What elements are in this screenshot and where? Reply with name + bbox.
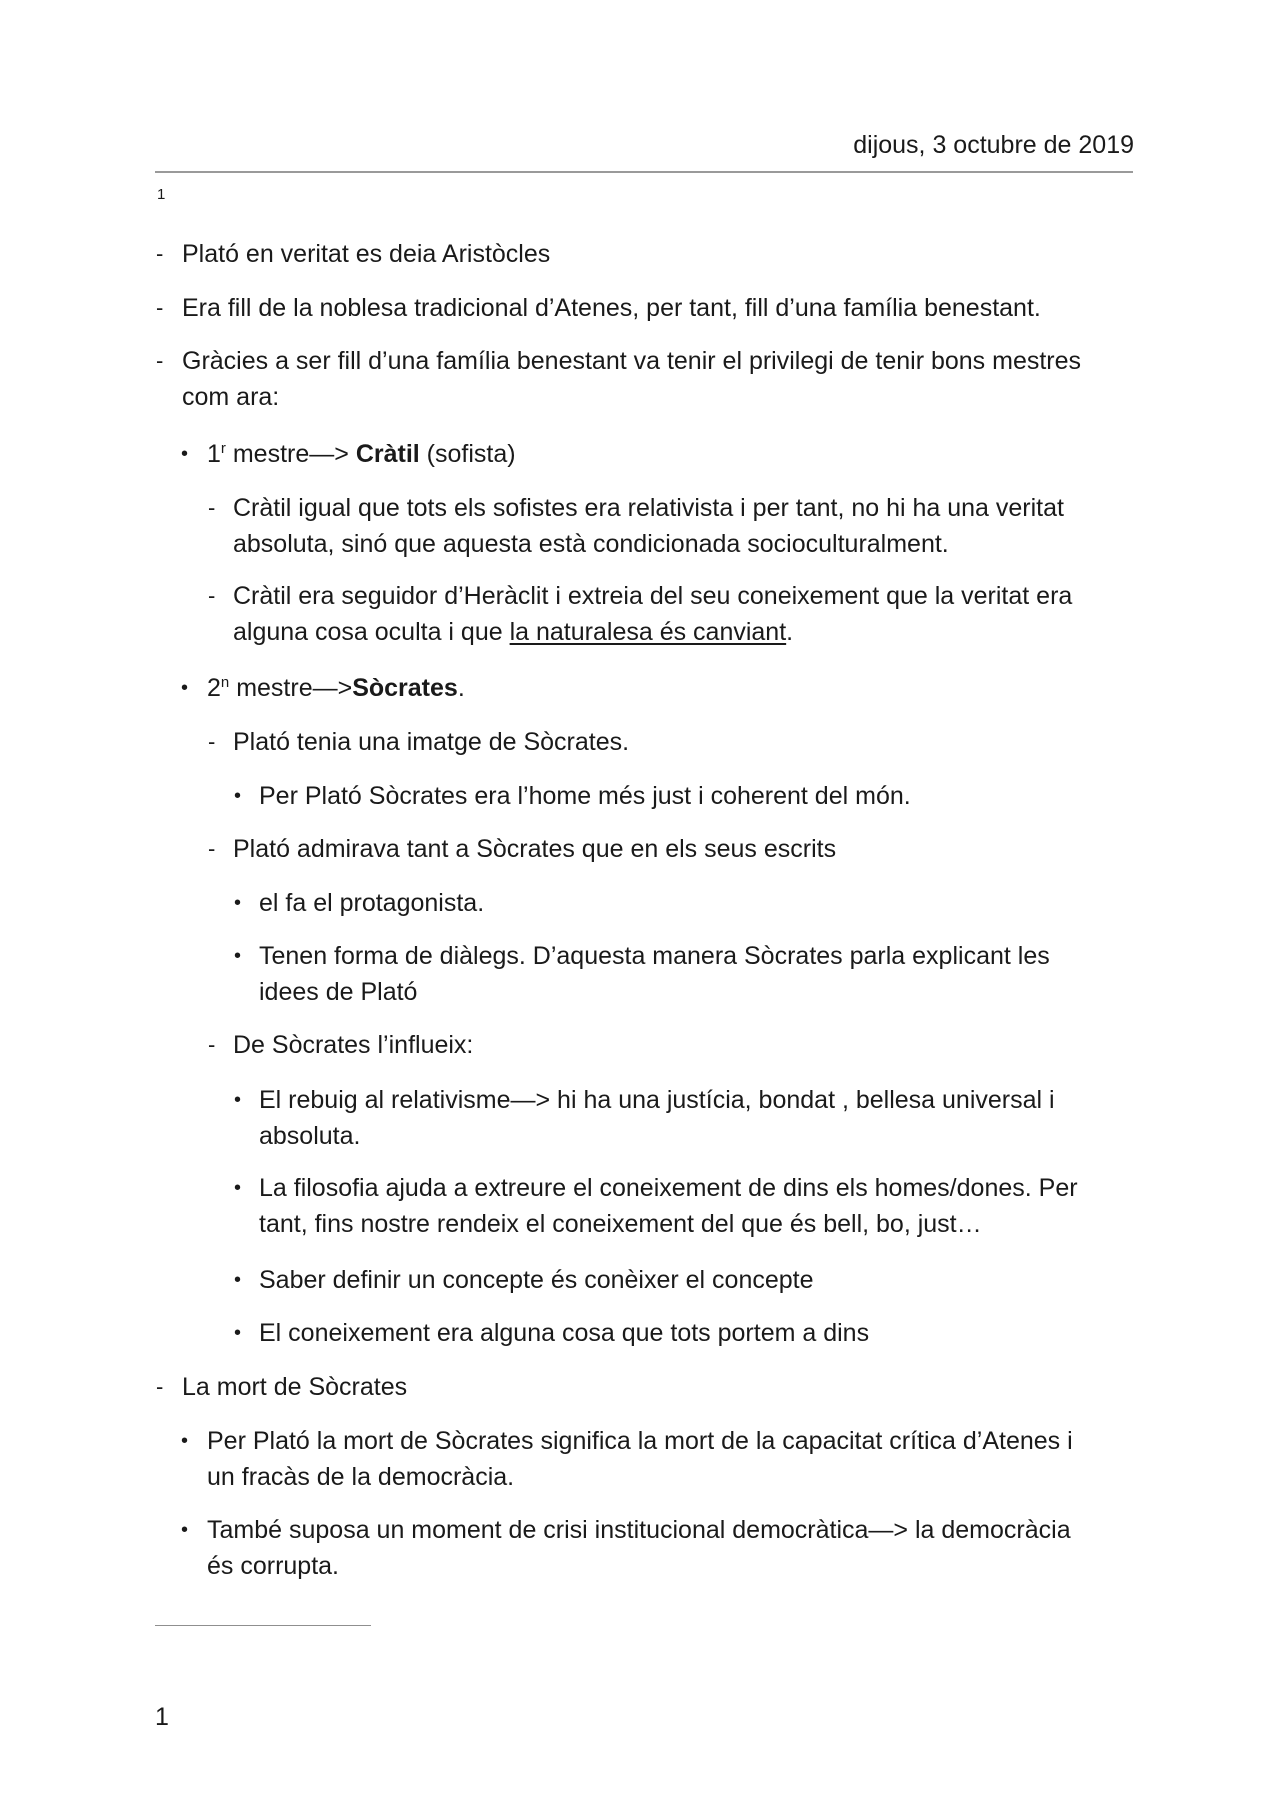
dash-marker: - xyxy=(208,583,216,608)
list-item: 1$^r$ mestre—> Cràtil (sofista) xyxy=(207,440,516,468)
list-item: Per Plató Sòcrates era l’home més just i coherent del món. xyxy=(259,782,911,810)
bullet-marker: • xyxy=(234,1269,242,1291)
page-number: 1 xyxy=(155,1703,169,1731)
dash-marker: - xyxy=(208,836,216,861)
bullet-marker: • xyxy=(234,1322,242,1344)
list-item: El rebuig al relativisme—> hi ha una justícia, bondat , bellesa universal i absoluta. xyxy=(259,1086,1055,1150)
dash-marker: - xyxy=(156,241,164,266)
header-divider xyxy=(155,171,1133,173)
dash-marker: - xyxy=(208,729,216,754)
list-item: Saber definir un concepte és conèixer el concepte xyxy=(259,1266,814,1294)
list-item: 2$^n$ mestre—>Sòcrates. xyxy=(207,674,465,702)
bullet-marker: • xyxy=(181,1519,189,1541)
bullet-marker: • xyxy=(181,677,189,699)
list-item: el fa el protagonista. xyxy=(259,889,485,917)
dash-marker: - xyxy=(208,495,216,520)
dash-marker: - xyxy=(156,295,164,320)
header-date: dijous, 3 octubre de 2019 xyxy=(853,131,1134,159)
dash-marker: - xyxy=(156,348,164,373)
bullet-marker: • xyxy=(234,1089,242,1111)
teacher-name: Sòcrates xyxy=(352,674,458,702)
list-item: Plató admirava tant a Sòcrates que en els seus escrits xyxy=(233,835,837,863)
list-item: També suposa un moment de crisi institucional democràtica—> la democràcia és corrupta. xyxy=(207,1516,1071,1580)
teacher-name: Cràtil xyxy=(355,440,420,468)
list-item: Plató en veritat es deia Aristòcles xyxy=(182,240,551,268)
dash-marker: - xyxy=(156,1374,164,1399)
underlined-phrase: la naturalesa és canviant xyxy=(509,618,787,646)
bullet-marker: • xyxy=(234,892,242,914)
list-item: La filosofia ajuda a extreure el coneixement de dins els homes/dones. Per tant, fins nostre rendeix el coneixement del que és bell, bo, just… xyxy=(259,1174,1078,1238)
footnote-reference: 1 xyxy=(157,186,166,203)
bullet-marker: • xyxy=(181,443,189,465)
list-item: Cràtil igual que tots els sofistes era relativista i per tant, no hi ha una veritat absoluta, sinó que aquesta està condicionada socioculturalment. xyxy=(233,494,1064,558)
bullet-marker: • xyxy=(234,1177,242,1199)
list-item: Tenen forma de diàlegs. D’aquesta manera Sòcrates parla explicant les idees de Plató xyxy=(259,942,1050,1006)
list-item: De Sòcrates l’influeix: xyxy=(233,1031,474,1059)
list-item: El coneixement era alguna cosa que tots portem a dins xyxy=(259,1319,870,1347)
bullet-marker: • xyxy=(234,945,242,967)
list-item: Per Plató la mort de Sòcrates significa la mort de la capacitat crítica d’Atenes i un fracàs de la democràcia. xyxy=(207,1427,1073,1491)
dash-marker: - xyxy=(208,1032,216,1057)
footnote-divider xyxy=(155,1625,371,1626)
bullet-marker: • xyxy=(234,785,242,807)
list-item: Era fill de la noblesa tradicional d’Atenes, per tant, fill d’una família benestant. xyxy=(182,294,1041,322)
list-item: La mort de Sòcrates xyxy=(182,1373,408,1401)
bullet-marker: • xyxy=(181,1430,189,1452)
list-item: Cràtil era seguidor d’Heràclit i extreia del seu coneixement que la veritat era alguna cosa oculta i que la naturalesa és canviant. xyxy=(233,582,1073,646)
list-item: Gràcies a ser fill d’una família benestant va tenir el privilegi de tenir bons mestres com ara: xyxy=(182,347,1082,411)
list-item: Plató tenia una imatge de Sòcrates. xyxy=(233,728,630,756)
